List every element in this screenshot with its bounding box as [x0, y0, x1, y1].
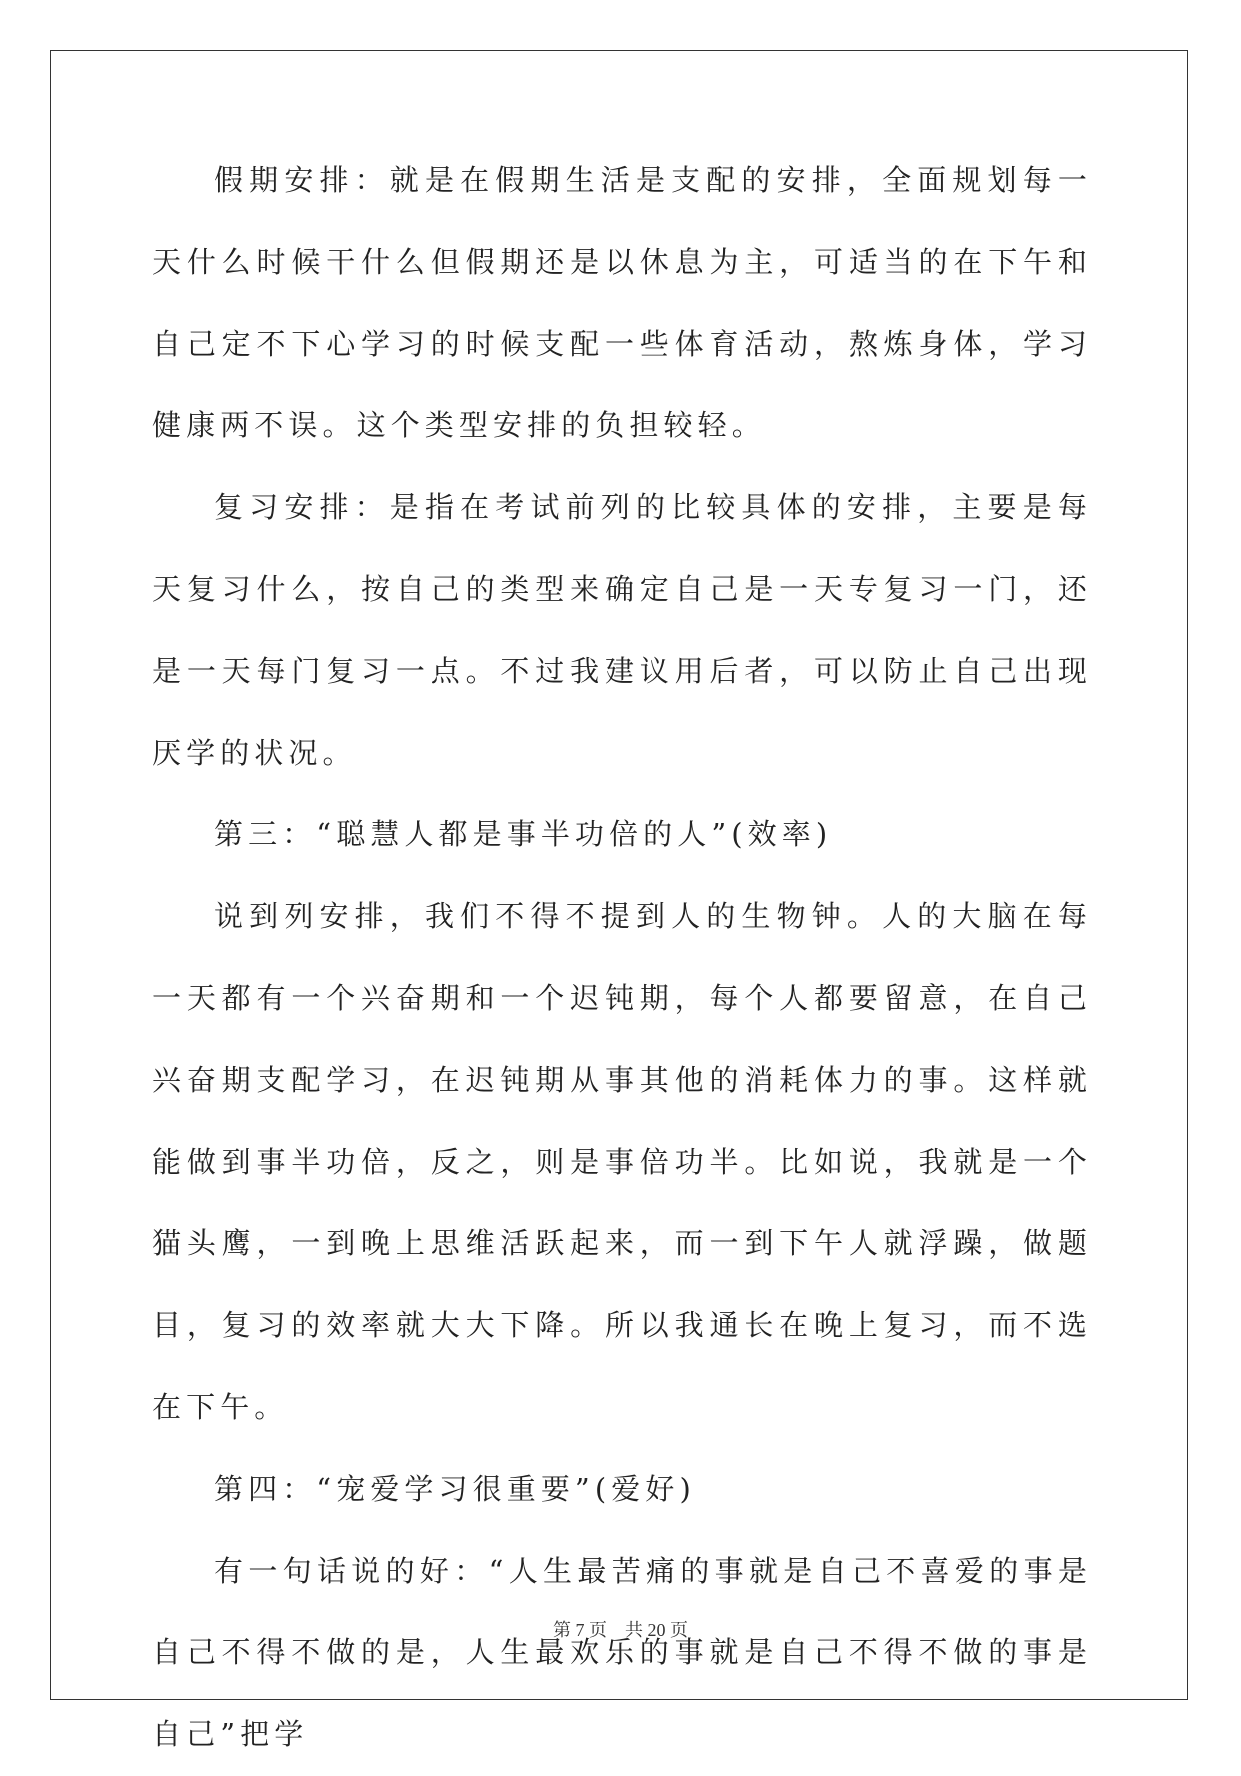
paragraph-saying: 有一句话说的好：“人生最苦痛的事就是自己不喜爱的事是自己不得不做的是，人生最欢乐的事就是自己不得不做的事是自己”把学: [152, 1553, 1092, 1752]
page-number: 第 7 页: [553, 1620, 607, 1640]
document-body: [152, 140, 1092, 1776]
paragraph-biological-clock: 说到列安排，我们不得不提到人的生物钟。人的大脑在每一天都有一个兴奋期和一个迟钝期，每个人都要留意，在自己兴奋期支配学习，在迟钝期从事其他的消耗体力的事。这样就能做到事半功倍，反之，则是事倍功半。比如说，我就是一个猫头鹰，一到晚上思维活跃起来，而一到下午人就浮躁，做题目，复习的效率就大大下降。所以我通长在晚上复习，而不选在下午。: [152, 899, 1092, 1424]
paragraph-holiday-plan: 假期安排：就是在假期生活是支配的安排，全面规划每一天什么时候干什么但假期还是以休息为主，可适当的在下午和自己定不下心学习的时候支配一些体育活动，熬炼身体，学习健康两不误。这个类型安排的负担较轻。: [152, 163, 1092, 443]
page-footer: [0, 1616, 1241, 1642]
paragraph-heading-efficiency: 第三：“聪慧人都是事半功倍的人”(效率): [214, 817, 833, 852]
paragraph-heading-interest: 第四：“宠爱学习很重要”(爱好): [214, 1471, 696, 1506]
page-total: 共 20 页: [625, 1620, 688, 1640]
paragraph-review-plan: 复习安排：是指在考试前列的比较具体的安排，主要是每天复习什么，按自己的类型来确定自己是一天专复习一门，还是一天每门复习一点。不过我建议用后者，可以防止自己出现厌学的状况。: [152, 490, 1092, 770]
